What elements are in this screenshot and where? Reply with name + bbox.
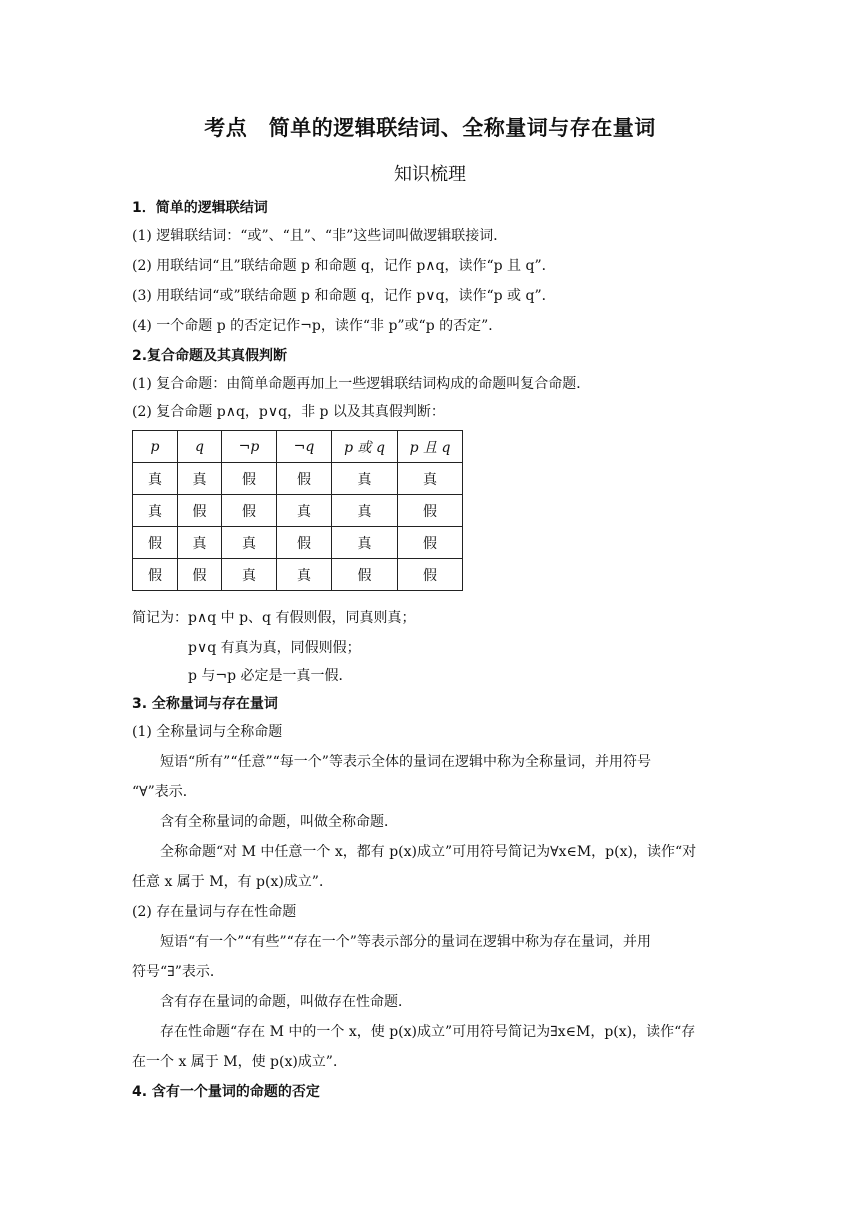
table-cell: 真 bbox=[332, 495, 398, 527]
sec3-paragraph-6a: 存在性命题“存在 M 中的一个 x，使 p(x)成立”可用符号简记为∃x∈M，p(x)，读作“存 bbox=[160, 1024, 696, 1040]
table-cell: 真 bbox=[178, 527, 222, 559]
table-row bbox=[133, 495, 463, 527]
table-cell: 真 bbox=[178, 463, 222, 495]
table-cell: 假 bbox=[133, 559, 178, 591]
table-cell: 假 bbox=[178, 495, 222, 527]
sec3-paragraph-1a: 短语“所有”“任意”“每一个”等表示全体的量词在逻辑中称为全称量词，并用符号 bbox=[160, 754, 651, 770]
table-cell: 假 bbox=[178, 559, 222, 591]
sec3-paragraph-1b: “∀”表示． bbox=[132, 784, 197, 800]
table-header-cell: p bbox=[133, 431, 178, 463]
section-1-heading: 1．简单的逻辑联结词 bbox=[132, 200, 268, 216]
table-cell: 真 bbox=[133, 463, 178, 495]
section-4-heading: 4. 含有一个量词的命题的否定 bbox=[132, 1084, 320, 1100]
table-cell: 假 bbox=[398, 495, 463, 527]
table-cell: 真 bbox=[222, 527, 277, 559]
table-header-cell: p 或 q bbox=[332, 431, 398, 463]
table-row bbox=[133, 559, 463, 591]
table-cell: 真 bbox=[277, 559, 332, 591]
section-3-heading: 3. 全称量词与存在量词 bbox=[132, 696, 278, 712]
sec3-paragraph-3b: 任意 x 属于 M，有 p(x)成立”． bbox=[132, 874, 333, 890]
table-cell: 真 bbox=[222, 559, 277, 591]
table-cell: 真 bbox=[332, 527, 398, 559]
table-cell: 真 bbox=[332, 463, 398, 495]
sec3-paragraph-4b: 符号“∃”表示． bbox=[132, 964, 224, 980]
page-title: 考点 简单的逻辑联结词、全称量词与存在量词 bbox=[204, 116, 656, 140]
summary-line-3: p 与¬p 必定是一真一假． bbox=[188, 668, 353, 684]
sec1-item-4: (4) 一个命题 p 的否定记作¬p，读作“非 p”或“p 的否定”． bbox=[132, 318, 503, 334]
table-cell: 假 bbox=[332, 559, 398, 591]
section-subtitle: 知识梳理 bbox=[394, 164, 466, 185]
table-header-cell: ¬q bbox=[277, 431, 332, 463]
table-cell: 假 bbox=[277, 463, 332, 495]
table-cell: 假 bbox=[398, 559, 463, 591]
table-cell: 假 bbox=[222, 495, 277, 527]
table-cell: 假 bbox=[398, 527, 463, 559]
table-cell: 假 bbox=[133, 527, 178, 559]
sec1-item-3: (3) 用联结词“或”联结命题 p 和命题 q，记作 p∨q，读作“p 或 q”． bbox=[132, 288, 556, 304]
truth-table-header-row bbox=[133, 431, 463, 463]
sec2-item-2: (2) 复合命题 p∧q，p∨q，非 p 以及其真假判断： bbox=[132, 404, 445, 420]
summary-line-2: p∨q 有真为真，同假则假； bbox=[188, 640, 361, 656]
sec1-item-1: (1) 逻辑联结词：“或”、“且”、“非”这些词叫做逻辑联接词． bbox=[132, 228, 508, 244]
sec1-item-2: (2) 用联结词“且”联结命题 p 和命题 q，记作 p∧q，读作“p 且 q”． bbox=[132, 258, 556, 274]
table-header-cell: q bbox=[178, 431, 222, 463]
table-cell: 真 bbox=[398, 463, 463, 495]
sec3-subheading-2: (2) 存在量词与存在性命题 bbox=[132, 904, 297, 920]
table-cell: 假 bbox=[277, 527, 332, 559]
table-row bbox=[133, 527, 463, 559]
table-cell: 假 bbox=[222, 463, 277, 495]
sec2-item-1: (1) 复合命题：由简单命题再加上一些逻辑联结词构成的命题叫复合命题． bbox=[132, 376, 591, 392]
table-row bbox=[133, 463, 463, 495]
sec3-paragraph-2: 含有全称量词的命题，叫做全称命题． bbox=[160, 814, 398, 830]
sec3-subheading-1: (1) 全称量词与全称命题 bbox=[132, 724, 283, 740]
table-cell: 真 bbox=[133, 495, 178, 527]
section-2-heading: 2.复合命题及其真假判断 bbox=[132, 348, 288, 364]
sec3-paragraph-5: 含有存在量词的命题，叫做存在性命题． bbox=[160, 994, 412, 1010]
sec3-paragraph-4a: 短语“有一个”“有些”“存在一个”等表示部分的量词在逻辑中称为存在量词，并用 bbox=[160, 934, 651, 950]
sec3-paragraph-6b: 在一个 x 属于 M，使 p(x)成立”． bbox=[132, 1054, 347, 1070]
table-header-cell: ¬p bbox=[222, 431, 277, 463]
table-cell: 真 bbox=[277, 495, 332, 527]
summary-line-1: 简记为：p∧q 中 p、q 有假则假，同真则真； bbox=[132, 610, 416, 626]
table-header-cell: p 且 q bbox=[398, 431, 463, 463]
sec3-paragraph-3a: 全称命题“对 M 中任意一个 x，都有 p(x)成立”可用符号简记为∀x∈M，p(x)，读作“对 bbox=[160, 844, 697, 860]
truth-table bbox=[132, 430, 463, 591]
